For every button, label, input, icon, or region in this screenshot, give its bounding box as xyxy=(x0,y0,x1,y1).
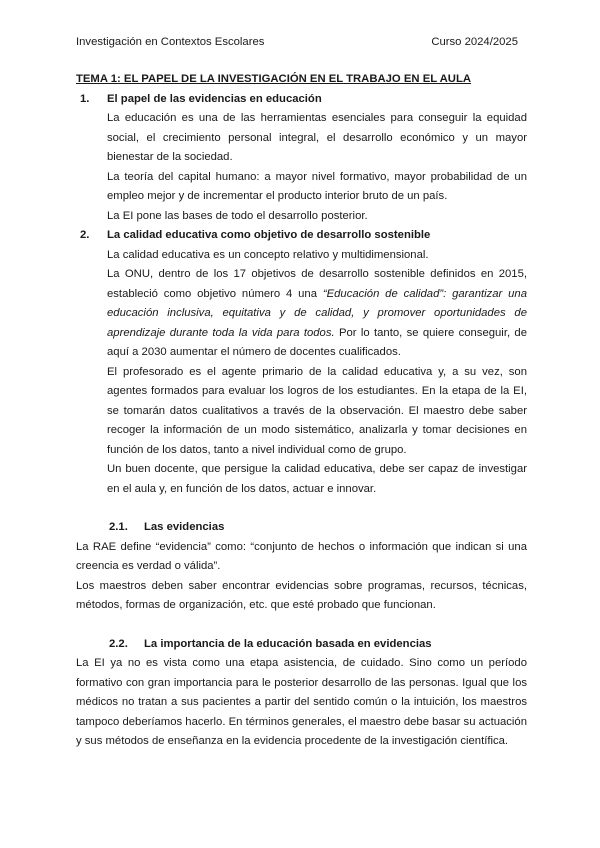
section-1-paragraph-1: La educación es una de las herramientas esenciales para conseguir la equidad social, el crecimiento personal integral, el desarrollo económico y un mayor bienestar de la sociedad. xyxy=(107,112,527,163)
section-2-paragraph-4: Un buen docente, que persigue la calidad educativa, debe ser capaz de investigar en el aula y, en función de los datos, actuar e innovar. xyxy=(107,463,527,495)
section-2-1-title: Las evidencias xyxy=(144,521,225,533)
section-2-paragraph-2-intro: La ONU, dentro de los 17 objetivos de desarrollo sostenible definidos en 2015, estableció como objetivo número 4 una xyxy=(107,268,527,300)
section-2-number: 2. xyxy=(80,229,90,241)
section-1-paragraph-2: La teoría del capital humano: a mayor nivel formativo, mayor probabilidad de un empleo mejor y de incrementar el producto interior bruto de un país. xyxy=(107,170,527,202)
section-2-2-number: 2.2. xyxy=(109,637,128,650)
section-1-paragraph-3: La EI pone las bases de todo el desarrollo posterior. xyxy=(107,209,368,222)
section-2-paragraph-2 xyxy=(76,265,527,363)
section-2-2-paragraph-1: La EI ya no es vista como una etapa asistencia, de cuidado. Sino como un período formativo con gran importancia para le posterior desarrollo de las personas. Igual que los médicos no tratan a sus pacientes a partir del sentido común o la intuición, los maestros tampoco deberíamos hacerlo. En términos generales, el maestro debe basar su actuación y sus métodos de enseñanza en la evidencia procedente de la investigación científica. xyxy=(76,657,527,747)
section-2-1-number: 2.1. xyxy=(109,521,128,533)
header-academic-year: Curso 2024/2025 xyxy=(431,36,518,48)
header-course-name: Investigación en Contextos Escolares xyxy=(76,36,265,48)
section-1-title: El papel de las evidencias en educación xyxy=(107,92,322,105)
section-1-heading xyxy=(76,90,527,110)
document-title: TEMA 1: EL PAPEL DE LA INVESTIGACIÓN EN EL TRABAJO EN EL AULA xyxy=(76,73,472,85)
section-2-heading xyxy=(76,226,527,246)
section-2-title: La calidad educativa como objetivo de desarrollo sostenible xyxy=(107,229,431,241)
section-2-1-heading xyxy=(76,518,527,538)
section-2-2-heading xyxy=(76,635,527,655)
sdg4-quote: “Educación de calidad”: garantizar una educación inclusiva, equitativa y de calidad, y promover oportunidades de aprendizaje durante toda la vida para todos. xyxy=(107,287,527,339)
section-2-paragraph-1: La calidad educativa es un concepto relativo y multidimensional. xyxy=(107,248,429,261)
section-2-1-paragraph-1: La RAE define “evidencia” como: “conjunto de hechos o información que indican si una creencia es verdad o válida”. xyxy=(76,540,527,572)
section-2-paragraph-2-conclusion: Por lo tanto, se quiere conseguir, de aquí a 2030 aumentar el número de docentes cualificados. xyxy=(107,326,527,358)
section-2-2-title: La importancia de la educación basada en evidencias xyxy=(144,637,432,650)
document-body xyxy=(76,70,527,752)
section-1-number: 1. xyxy=(80,92,90,105)
page-header xyxy=(76,36,518,52)
section-2-1-paragraph-2: Los maestros deben saber encontrar evidencias sobre programas, recursos, técnicas, métodos, formas de organización, etc. que esté probado que funcionan. xyxy=(76,579,527,611)
section-2-paragraph-3: El profesorado es el agente primario de la calidad educativa y, a su vez, son agentes formados para evaluar los logros de los estudiantes. En la etapa de la EI, se tomarán datos cualitativos a través de la observación. El maestro debe saber recoger la información de un modo sistemático, analizarla y tomar decisiones en función de los datos, tanto a nivel individual como de grupo. xyxy=(107,365,527,456)
